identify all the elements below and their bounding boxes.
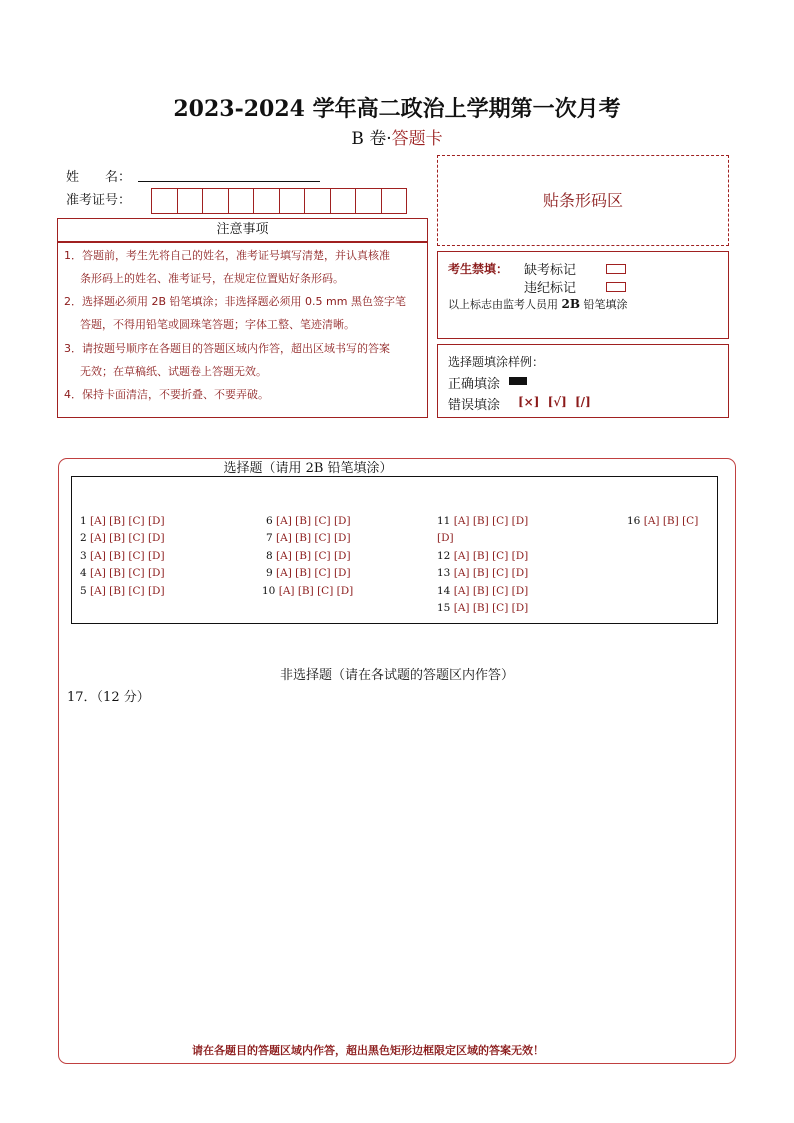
- choice-section-title: 选择题（请用 2B 铅笔填涂）: [223, 461, 393, 476]
- id-digit-box[interactable]: [202, 188, 229, 214]
- wrong-fill-label: 错误填涂: [448, 398, 501, 413]
- answer-option-wrap: [D]: [437, 532, 454, 544]
- id-digit-box[interactable]: [304, 188, 331, 214]
- proctor-note: [448, 296, 628, 312]
- question-number: 3: [80, 550, 87, 562]
- question-number: 9: [266, 567, 273, 579]
- notice-line: 2．选择题必须用 2B 铅笔填涂；非选择题必须用 0.5 mm 黑色签字笔: [64, 295, 406, 308]
- id-digit-box[interactable]: [279, 188, 306, 214]
- exam-title: 2023-2024 学年高二政治上学期第一次月考: [173, 96, 621, 122]
- question-row[interactable]: [266, 567, 351, 579]
- id-digit-box[interactable]: [355, 188, 382, 214]
- wrong-fill-marks: [×] [√] [/]: [518, 395, 591, 409]
- answer-options: [A] [B] [C]: [643, 515, 699, 527]
- notice-line: 4．保持卡面清洁，不要折叠、不要弄破。: [64, 388, 269, 401]
- answer-options: [A] [B] [C] [D]: [453, 567, 529, 579]
- notice-box: [57, 242, 428, 418]
- answer-options: [A] [B] [C] [D]: [276, 567, 351, 579]
- question-number: 6: [266, 515, 273, 527]
- question-number: 14: [437, 585, 451, 597]
- question-number: 2: [80, 532, 87, 544]
- id-digit-box[interactable]: [330, 188, 357, 214]
- absent-mark-box[interactable]: [606, 264, 626, 274]
- id-digit-box[interactable]: [177, 188, 204, 214]
- fill-sample-title: 选择题填涂样例：: [448, 355, 545, 369]
- correct-fill-label: 正确填涂: [448, 377, 501, 392]
- question-17-label: 17．（12 分）: [67, 690, 150, 705]
- absent-mark-label: 缺考标记: [524, 263, 577, 278]
- proctor-note-prefix: 以上标志由监考人员用: [448, 298, 562, 311]
- answer-options: [A] [B] [C] [D]: [90, 532, 165, 544]
- notice-item: [64, 290, 424, 336]
- question-row[interactable]: [80, 585, 165, 597]
- proctor-only-title: 考生禁填：: [448, 262, 509, 276]
- notice-item: [64, 337, 424, 383]
- proctor-only-box: [437, 251, 729, 339]
- correct-fill-mark: [509, 377, 527, 385]
- question-row[interactable]: [80, 567, 165, 579]
- question-number: 8: [266, 550, 273, 562]
- id-label: 准考证号：: [66, 193, 132, 208]
- id-digit-box[interactable]: [253, 188, 280, 214]
- notice-line-cont: 答题，不得用铅笔或圆珠笔答题；字体工整、笔迹清晰。: [80, 318, 355, 331]
- question-row[interactable]: [262, 585, 353, 597]
- name-field[interactable]: [138, 181, 320, 182]
- choice-answer-box: [71, 476, 718, 624]
- question-number: 16: [627, 515, 641, 527]
- question-row[interactable]: [437, 567, 528, 579]
- question-row[interactable]: [627, 515, 698, 527]
- question-number: 10: [262, 585, 276, 597]
- id-digit-box[interactable]: [151, 188, 178, 214]
- subtitle-prefix: B 卷·: [351, 129, 392, 149]
- answer-options: [A] [B] [C] [D]: [90, 515, 165, 527]
- question-number: 13: [437, 567, 451, 579]
- answer-options: [A] [B] [C] [D]: [453, 550, 529, 562]
- question-row[interactable]: [266, 532, 351, 544]
- violation-mark-label: 违纪标记: [524, 281, 577, 296]
- question-row[interactable]: [80, 550, 165, 562]
- barcode-label: 贴条形码区: [542, 191, 623, 210]
- question-row[interactable]: [80, 532, 165, 544]
- answer-options: [A] [B] [C] [D]: [276, 532, 351, 544]
- question-row[interactable]: [437, 550, 528, 562]
- answer-options: [A] [B] [C] [D]: [278, 585, 354, 597]
- question-number: 12: [437, 550, 451, 562]
- question-row[interactable]: [437, 515, 528, 527]
- question-number: 15: [437, 602, 451, 614]
- question-row[interactable]: [266, 515, 351, 527]
- notice-line: 1．答题前，考生先将自己的姓名，准考证号填写清楚，并认真核准: [64, 249, 390, 262]
- proctor-note-bold: 2B: [561, 297, 580, 311]
- notice-item: [64, 383, 424, 406]
- notice-header: 注意事项: [57, 218, 428, 242]
- question-number: 4: [80, 567, 87, 579]
- nonchoice-section-title: 非选择题（请在各试题的答题区内作答）: [279, 668, 514, 683]
- id-digit-box[interactable]: [381, 188, 408, 214]
- answer-options: [A] [B] [C] [D]: [453, 515, 529, 527]
- question-row[interactable]: [437, 602, 528, 614]
- barcode-area: [437, 155, 729, 246]
- answer-options: [A] [B] [C] [D]: [453, 585, 529, 597]
- id-number-boxes: [152, 188, 407, 214]
- id-digit-box[interactable]: [228, 188, 255, 214]
- question-row-wrap: [437, 532, 454, 544]
- answer-options: [A] [B] [C] [D]: [453, 602, 529, 614]
- fill-sample-box: [437, 344, 729, 418]
- answer-options: [A] [B] [C] [D]: [90, 550, 165, 562]
- question-row[interactable]: [437, 585, 528, 597]
- notice-line-cont: 无效；在草稿纸、试题卷上答题无效。: [80, 365, 267, 378]
- question-number: 1: [80, 515, 87, 527]
- question-number: 7: [266, 532, 273, 544]
- question-number: 5: [80, 585, 87, 597]
- notice-item: [64, 244, 424, 290]
- violation-mark-box[interactable]: [606, 282, 626, 292]
- footer-warning: 请在各题目的答题区域内作答，超出黑色矩形边框限定区域的答案无效！: [192, 1044, 544, 1057]
- answer-options: [A] [B] [C] [D]: [90, 585, 165, 597]
- proctor-note-suffix: 铅笔填涂: [580, 298, 628, 311]
- question-row[interactable]: [266, 550, 351, 562]
- answer-options: [A] [B] [C] [D]: [90, 567, 165, 579]
- answer-options: [A] [B] [C] [D]: [276, 550, 351, 562]
- exam-subtitle: [0, 124, 794, 149]
- subtitle-suffix: 答题卡: [391, 129, 443, 149]
- name-label: 姓 名：: [66, 170, 132, 185]
- answer-options: [A] [B] [C] [D]: [276, 515, 351, 527]
- question-number: 11: [437, 515, 451, 527]
- question-row[interactable]: [80, 515, 165, 527]
- notice-line: 3．请按题号顺序在各题目的答题区域内作答，超出区域书写的答案: [64, 342, 390, 355]
- notice-line-cont: 条形码上的姓名、准考证号，在规定位置贴好条形码。: [80, 272, 344, 285]
